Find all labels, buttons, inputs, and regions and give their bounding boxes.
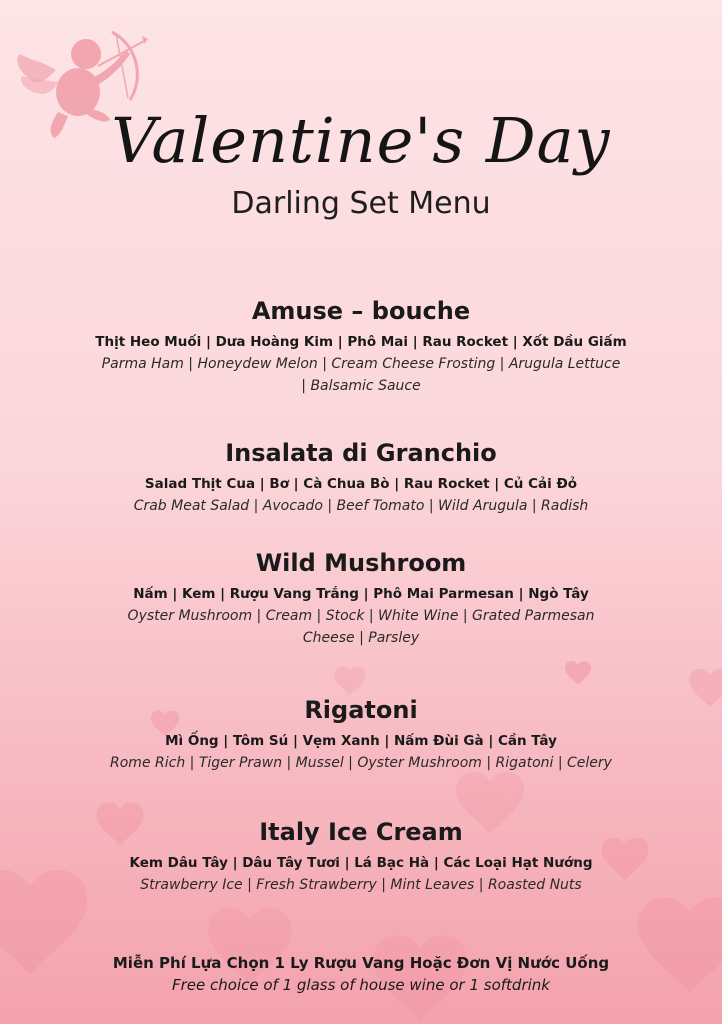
menu-subtitle: Darling Set Menu [231,186,491,221]
course-english-description: Parma Ham | Honeydew Melon | Cream Cheese Frosting | Arugula Lettuce | Balsamic Sauce [101,356,621,394]
footer-vietnamese-text: Miễn Phí Lựa Chọn 1 Ly Rượu Vang Hoặc Đơn Vị Nước Uống [112,954,610,972]
course-english-description: Oyster Mushroom | Cream | Stock | White Wine | Grated Parmesan Cheese | Parsley [127,608,595,646]
course-english-description: Crab Meat Salad | Avocado | Beef Tomato | Wild Arugula | Radish [133,498,589,514]
menu-title: Valentine's Day [111,104,611,177]
heart-icon [565,661,591,685]
course-title: Insalata di Granchio [225,439,497,467]
course-title: Italy Ice Cream [259,818,463,846]
course-rigatoni [0,694,722,774]
course-english-description: Rome Rich | Tiger Prawn | Mussel | Oyster Mushroom | Rigatoni | Celery [110,755,612,771]
course-title: Amuse – bouche [251,297,471,325]
course-title: Rigatoni [304,696,418,724]
footer-english-text: Free choice of 1 glass of house wine or 1 softdrink [172,976,550,994]
course-vietnamese-description: Salad Thịt Cua | Bơ | Cà Chua Bò | Rau Rocket | Củ Cải Đỏ [144,476,578,492]
course-vietnamese-description: Kem Dâu Tây | Dâu Tây Tươi | Lá Bạc Hà | Các Loại Hạt Nướng [129,855,593,871]
course-wild-mushroom [0,547,722,649]
course-title: Wild Mushroom [255,549,467,577]
footer-note [0,952,722,996]
course-vietnamese-description: Mì Ống | Tôm Sú | Vẹm Xanh | Nấm Đùi Gà | Cần Tây [165,733,557,749]
course-vietnamese-description: Nấm | Kem | Rượu Vang Trắng | Phô Mai Parmesan | Ngò Tây [133,586,589,602]
course-english-description: Strawberry Ice | Fresh Strawberry | Mint Leaves | Roasted Nuts [140,877,582,893]
course-italy-ice-cream [0,816,722,896]
heart-icon [334,667,365,696]
course-vietnamese-description: Thịt Heo Muối | Dưa Hoàng Kim | Phô Mai | Rau Rocket | Xốt Dầu Giấm [95,334,627,350]
course-amuse-bouche [0,295,722,397]
course-insalata-di-granchio [0,437,722,517]
